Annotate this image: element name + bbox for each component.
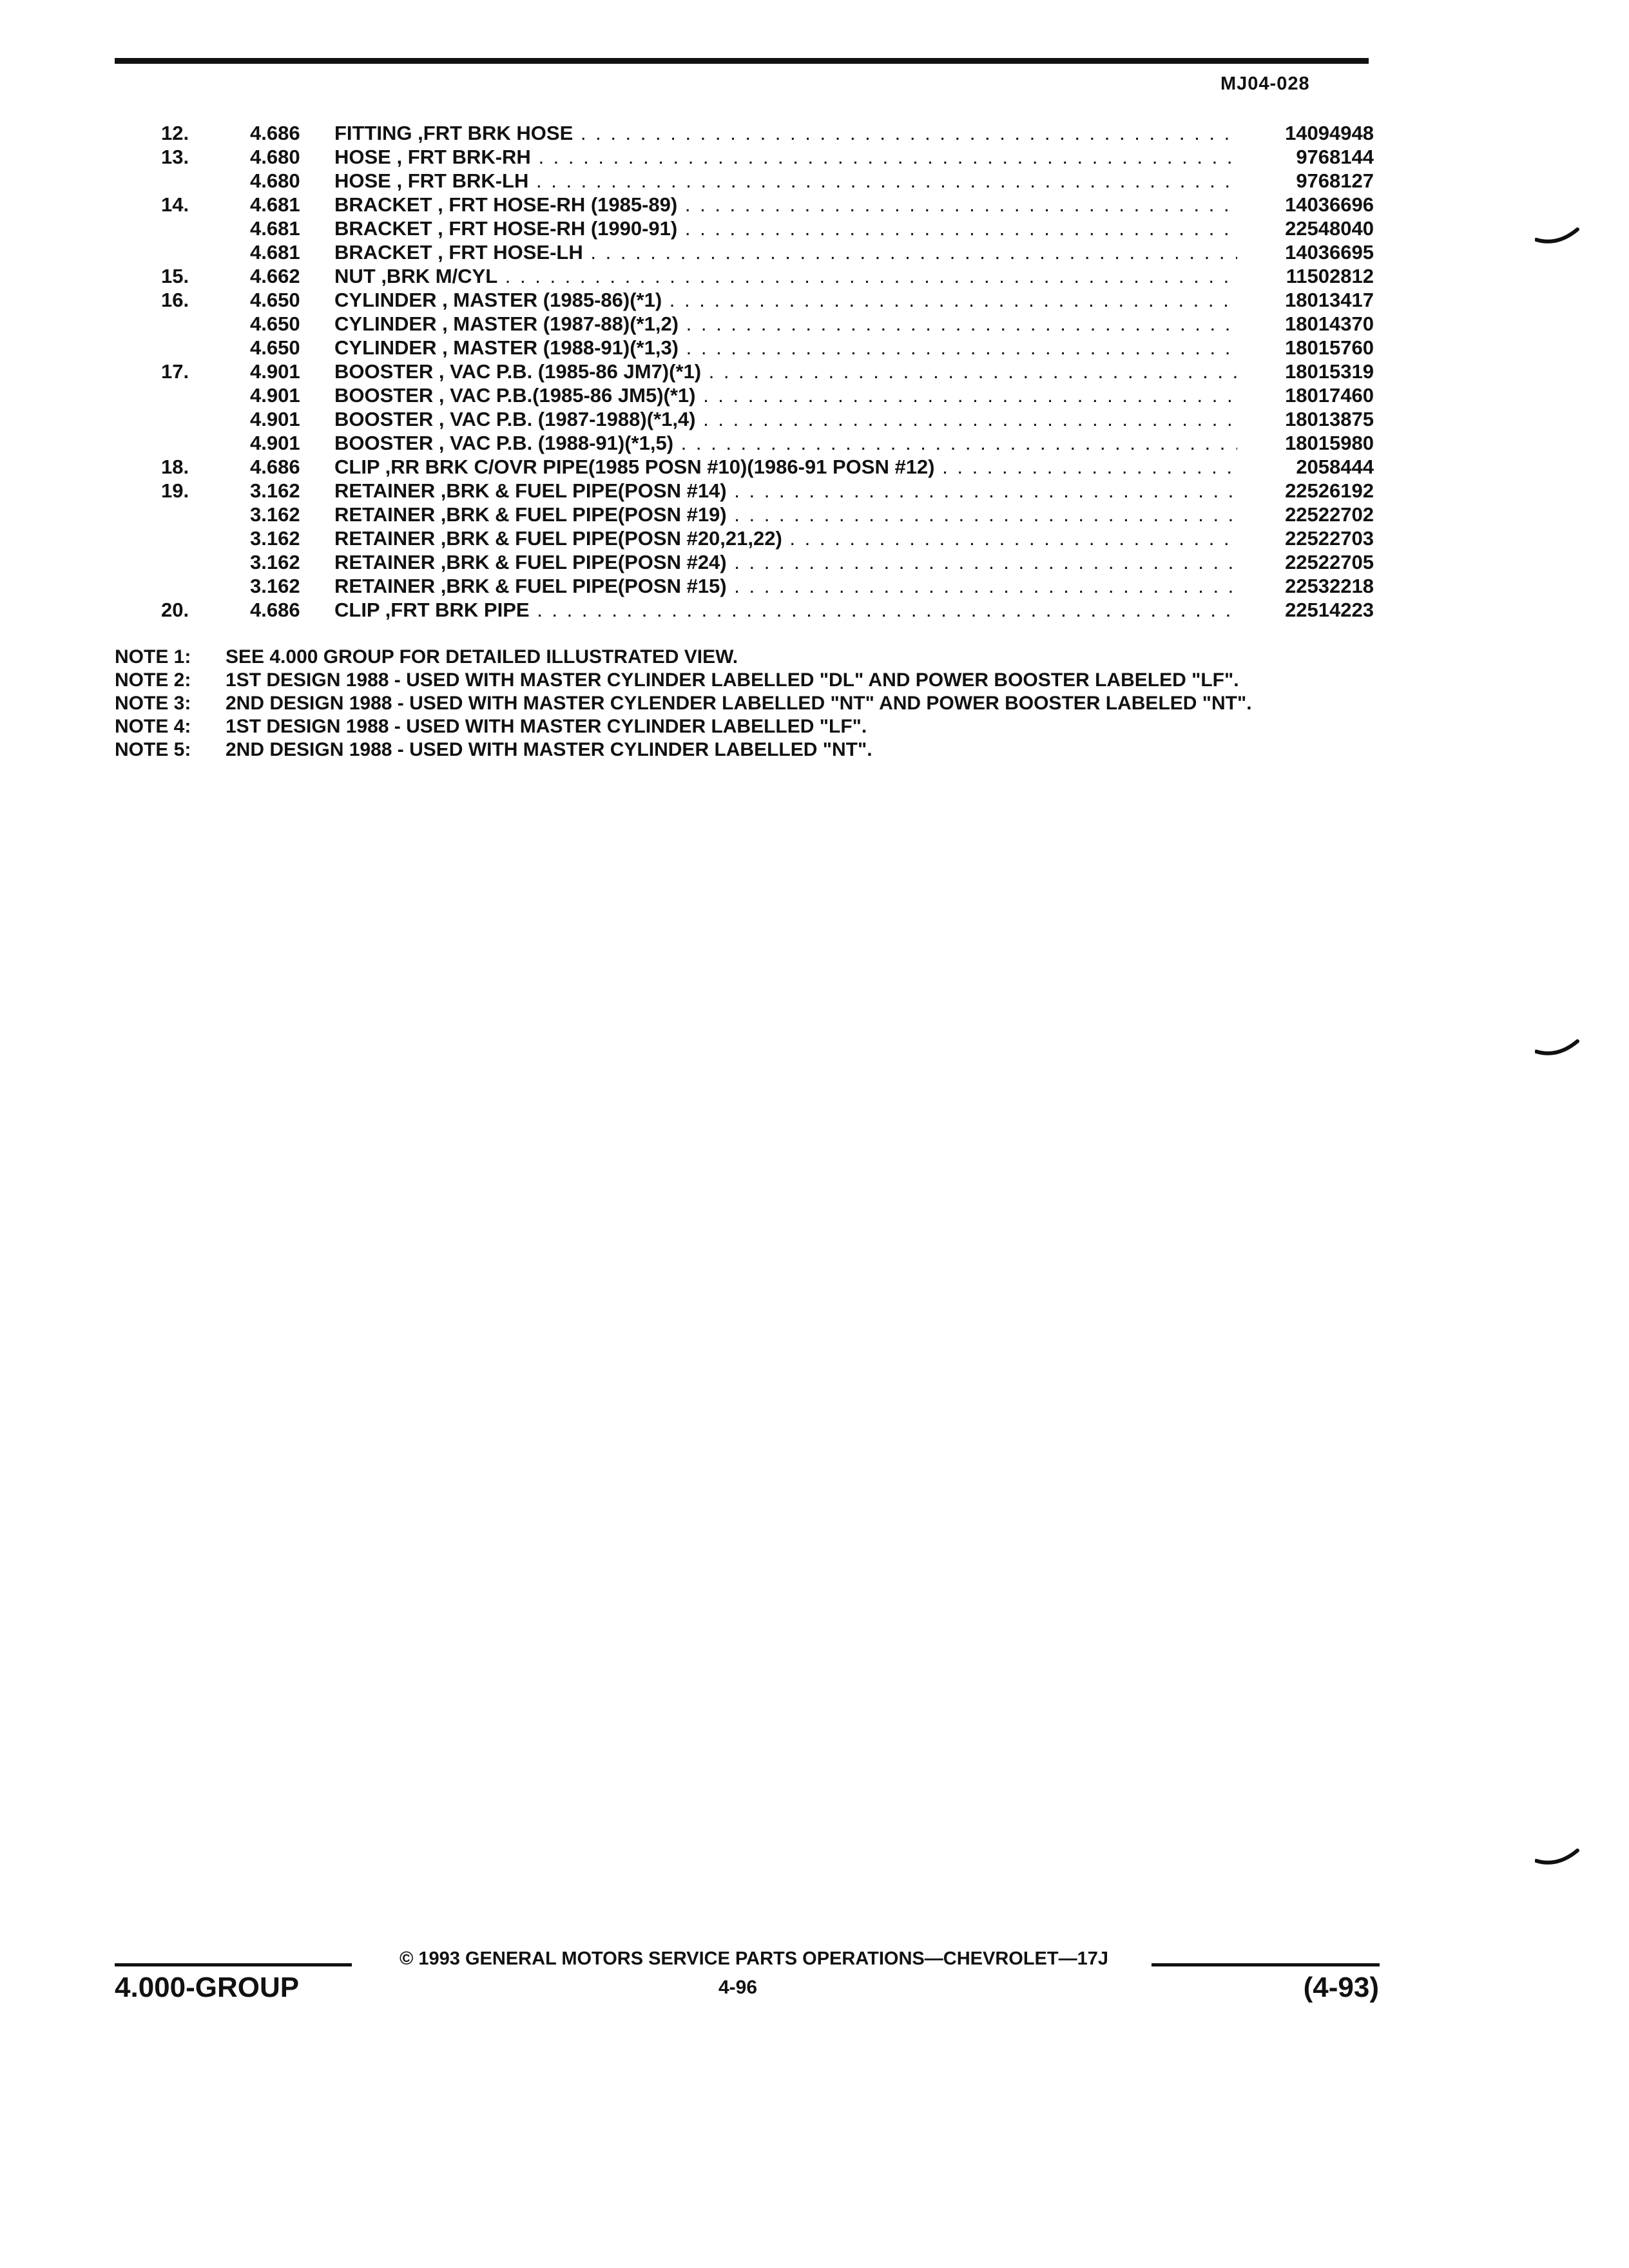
parts-row [115,598,1379,622]
group-number: 4.662 [250,265,300,287]
part-description: RETAINER ,BRK & FUEL PIPE(POSN #14) . . . [334,479,1237,503]
part-description: BRACKET , FRT HOSE-LH . . . [334,240,1237,264]
group-number: 4.901 [250,432,300,454]
part-number: 22526192 [1285,479,1374,502]
group-number: 3.162 [250,527,300,550]
parts-row [115,336,1379,360]
part-number: 11502812 [1286,265,1374,287]
position-number: 18. [161,456,189,478]
parts-row [115,479,1379,503]
part-description: CLIP ,FRT BRK PIPE . . . [334,598,1237,622]
group-number: 4.650 [250,289,300,311]
group-number: 4.901 [250,408,300,430]
header-rule [115,58,1369,64]
part-number: 14094948 [1285,122,1374,144]
group-number: 3.162 [250,503,300,526]
part-number: 18013875 [1285,408,1374,430]
group-number: 4.680 [250,169,300,192]
group-number: 4.650 [250,312,300,335]
position-number: 20. [161,599,189,621]
position-number: 19. [161,479,189,502]
part-number: 22514223 [1285,599,1374,621]
group-number: 4.686 [250,599,300,621]
note-text: SEE 4.000 GROUP FOR DETAILED ILLUSTRATED VIEW. [226,646,738,668]
parts-row [115,312,1379,336]
page-number: 4-96 [718,1977,758,1998]
part-description: BOOSTER , VAC P.B.(1985-86 JM5)(*1) . . . [334,383,1237,407]
note-label: NOTE 3: [115,693,191,714]
document-id: MJ04-028 [1220,73,1310,94]
part-number: 14036695 [1285,241,1374,264]
position-number: 17. [161,360,189,383]
note [115,692,1378,715]
group-number: 3.162 [250,575,300,597]
note-text: 1ST DESIGN 1988 - USED WITH MASTER CYLINDER LABELLED "DL" AND POWER BOOSTER LABELED "LF". [226,669,1239,691]
part-description: BOOSTER , VAC P.B. (1988-91)(*1,5) . . . [334,431,1237,455]
binder-hole-mark-bottom [1535,1848,1580,1871]
parts-row [115,574,1379,598]
position-number: 15. [161,265,189,287]
note-label: NOTE 5: [115,739,191,760]
part-description: NUT ,BRK M/CYL . . . [334,264,1237,288]
part-number: 18015760 [1285,336,1374,359]
note-text: 2ND DESIGN 1988 - USED WITH MASTER CYLINDER LABELLED "NT". [226,739,872,760]
note [115,669,1378,692]
part-number: 18014370 [1285,312,1374,335]
position-number: 16. [161,289,189,311]
part-description: BOOSTER , VAC P.B. (1985-86 JM7)(*1) . . . [334,360,1237,383]
parts-row [115,169,1379,193]
part-description: CYLINDER , MASTER (1985-86)(*1) . . . [334,288,1237,312]
part-number: 9768144 [1296,146,1374,168]
parts-row [115,383,1379,407]
note [115,715,1378,738]
note [115,738,1378,762]
part-description: BRACKET , FRT HOSE-RH (1985-89) . . . [334,193,1237,216]
parts-row [115,431,1379,455]
group-number: 4.681 [250,241,300,264]
parts-row [115,455,1379,479]
part-description: CLIP ,RR BRK C/OVR PIPE(1985 POSN #10)(1986-91 POSN #12) . . . [334,455,1237,479]
part-description: RETAINER ,BRK & FUEL PIPE(POSN #19) . . . [334,503,1237,526]
parts-row [115,193,1379,216]
part-description: BRACKET , FRT HOSE-RH (1990-91) . . . [334,216,1237,240]
part-number: 22522705 [1285,551,1374,573]
group-number: 3.162 [250,479,300,502]
part-description: HOSE , FRT BRK-LH . . . [334,169,1237,193]
footer-rule-right [1152,1963,1380,1966]
position-number: 13. [161,146,189,168]
footer-rule-left [115,1963,352,1966]
binder-hole-mark-middle [1535,1039,1580,1062]
note-text: 1ST DESIGN 1988 - USED WITH MASTER CYLINDER LABELLED "LF". [226,716,867,737]
revision-date: (4-93) [1303,1972,1379,2003]
part-number: 2058444 [1296,456,1374,478]
parts-row [115,407,1379,431]
note [115,646,1378,669]
part-number: 22522702 [1285,503,1374,526]
part-number: 22532218 [1285,575,1374,597]
part-number: 18013417 [1285,289,1374,311]
parts-row [115,288,1379,312]
parts-row [115,121,1379,145]
parts-row [115,264,1379,288]
part-description: HOSE , FRT BRK-RH . . . [334,145,1237,169]
binder-hole-mark-top [1535,227,1580,250]
part-description: BOOSTER , VAC P.B. (1987-1988)(*1,4) . . . [334,407,1237,431]
group-number: 4.686 [250,122,300,144]
note-label: NOTE 2: [115,669,191,691]
part-description: RETAINER ,BRK & FUEL PIPE(POSN #20,21,22) . . . [334,526,1237,550]
position-number: 12. [161,122,189,144]
part-number: 22522703 [1285,527,1374,550]
notes-section [115,646,1378,762]
note-label: NOTE 1: [115,646,191,668]
group-number: 4.650 [250,336,300,359]
parts-row [115,526,1379,550]
parts-row [115,503,1379,526]
part-number: 9768127 [1296,169,1374,192]
footer-copyright: © 1993 GENERAL MOTORS SERVICE PARTS OPERATIONS—CHEVROLET—17J [400,1948,1108,1969]
footer-group-label: 4.000-GROUP [115,1972,300,2003]
group-number: 4.901 [250,384,300,407]
position-number: 14. [161,193,189,216]
parts-row [115,550,1379,574]
group-number: 4.681 [250,193,300,216]
group-number: 4.686 [250,456,300,478]
note-text: 2ND DESIGN 1988 - USED WITH MASTER CYLENDER LABELLED "NT" AND POWER BOOSTER LABELED "NT". [226,693,1252,714]
part-number: 14036696 [1285,193,1374,216]
parts-list [115,121,1379,622]
part-description: CYLINDER , MASTER (1987-88)(*1,2) . . . [334,312,1237,336]
note-label: NOTE 4: [115,716,191,737]
part-number: 18017460 [1285,384,1374,407]
part-number: 18015980 [1285,432,1374,454]
part-number: 22548040 [1285,217,1374,240]
group-number: 4.680 [250,146,300,168]
part-description: FITTING ,FRT BRK HOSE . . . [334,121,1237,145]
part-number: 18015319 [1285,360,1374,383]
parts-row [115,240,1379,264]
part-description: RETAINER ,BRK & FUEL PIPE(POSN #15) . . . [334,574,1237,598]
part-description: RETAINER ,BRK & FUEL PIPE(POSN #24) . . . [334,550,1237,574]
parts-row [115,216,1379,240]
group-number: 4.681 [250,217,300,240]
group-number: 3.162 [250,551,300,573]
part-description: CYLINDER , MASTER (1988-91)(*1,3) . . . [334,336,1237,360]
group-number: 4.901 [250,360,300,383]
parts-row [115,145,1379,169]
parts-row [115,360,1379,383]
